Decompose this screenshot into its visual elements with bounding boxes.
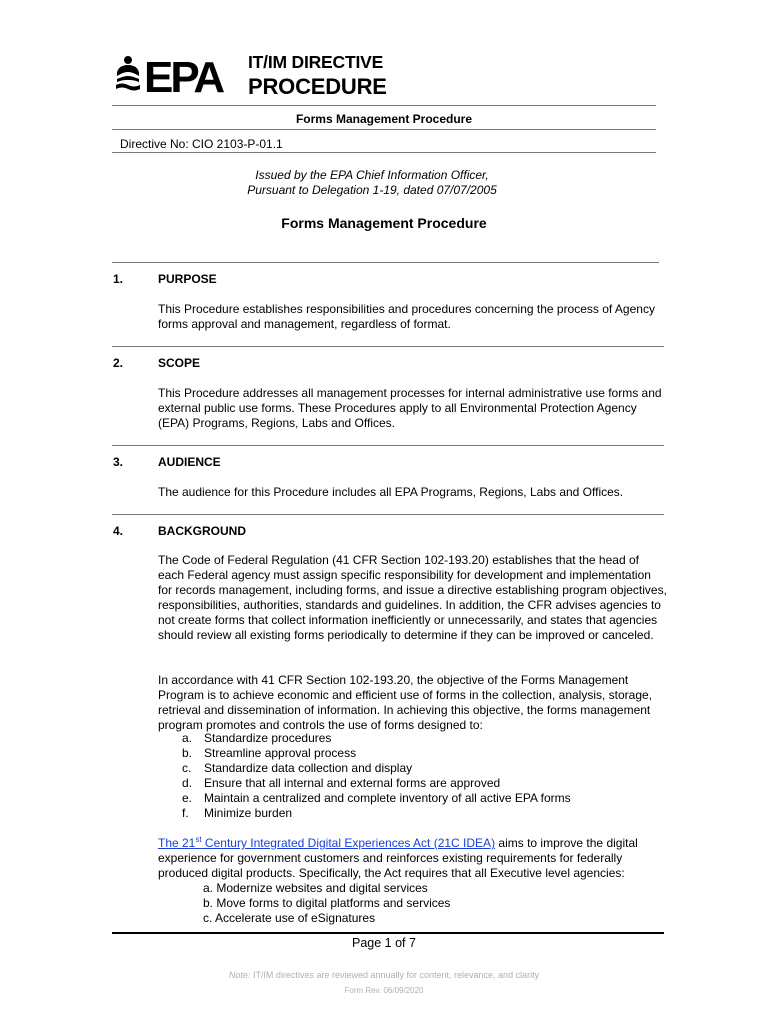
section-rule [112, 346, 664, 347]
title-rule [112, 262, 659, 263]
purpose-text: This Procedure establishes responsibilities and procedures concerning the process of Agency forms approval and management, regardless of format. [158, 302, 655, 331]
list-item: c. Standardize data collection and display [182, 761, 413, 775]
document-type: PROCEDURE [248, 74, 387, 99]
subtitle: Forms Management Procedure [295, 112, 473, 126]
directive-rule [112, 152, 656, 153]
review-note: Note: IT/IM directives are reviewed annually for content, relevance, and clarity [228, 970, 540, 980]
section-number: 2. [113, 356, 124, 370]
list-item: a. Modernize websites and digital services [203, 881, 428, 895]
section-rule [112, 445, 664, 446]
svg-text:EPA: EPA [144, 53, 223, 96]
subtitle-rule [112, 129, 656, 130]
form-revision: Form Rev. 06/09/2020 [344, 986, 424, 995]
section-heading-purpose: PURPOSE [158, 272, 217, 286]
scope-text: This Procedure addresses all management processes for internal administrative use forms and external public use forms. These Procedures apply to all Environmental Protection Agency (EPA) Programs, Regions, Labs and Offices. [158, 386, 662, 430]
document-title: Forms Management Procedure [281, 215, 487, 231]
section-number: 3. [113, 455, 124, 469]
epa-flower-icon [114, 52, 242, 96]
background-paragraph-3: The 21st Century Integrated Digital Experiences Act (21C IDEA) aims to improve the digital experience for government customers and reinforces existing requirements for federally produced digital products. Specifically, the Act requires that all Executive level agencies: [158, 835, 638, 880]
header-rule [112, 105, 656, 106]
list-item: f. Minimize burden [182, 806, 293, 820]
background-paragraph-2: In accordance with 41 CFR Section 102-193.20, the objective of the Forms Management Program is to achieve economic and efficient use of forms in the collection, analysis, storage, retrieval and dissemination of information. In achieving this objective, the forms management program promotes and controls the use of forms designed to: [158, 673, 653, 732]
objectives-list [182, 731, 571, 821]
list-item: a. Standardize procedures [182, 731, 332, 745]
section-heading-background: BACKGROUND [158, 524, 246, 538]
section-number: 4. [113, 524, 124, 538]
list-item: b. Move forms to digital platforms and services [203, 896, 451, 910]
list-item: c. Accelerate use of eSignatures [203, 911, 376, 925]
21c-idea-link[interactable]: The 21st Century Integrated Digital Experiences Act (21C IDEA) [158, 835, 496, 850]
agency-requirements-list [203, 881, 450, 926]
issued-line-1: Issued by the EPA Chief Information Officer, [255, 168, 489, 182]
epa-logo [114, 52, 242, 96]
directive-number: Directive No: CIO 2103-P-01.1 [120, 137, 283, 151]
list-item: d. Ensure that all internal and external forms are approved [182, 776, 501, 790]
section-heading-scope: SCOPE [158, 356, 201, 370]
list-item: e. Maintain a centralized and complete inventory of all active EPA forms [182, 791, 571, 805]
section-rule [112, 514, 664, 515]
audience-text: The audience for this Procedure includes all EPA Programs, Regions, Labs and Offices. [158, 485, 624, 499]
issued-line-2: Pursuant to Delegation 1-19, dated 07/07/2005 [247, 183, 497, 197]
directive-type: IT/IM DIRECTIVE [248, 52, 384, 72]
list-item: b. Streamline approval process [182, 746, 357, 760]
page-number: Page 1 of 7 [352, 936, 416, 950]
footer-rule [112, 932, 664, 934]
section-number: 1. [113, 272, 124, 286]
background-paragraph-1: The Code of Federal Regulation (41 CFR Section 102-193.20) establishes that the head of each Federal agency must assign specific responsibility for development and implementation for records management, including forms, and issue a directive establishing program objectives, responsibilities, authorities, standards and guidelines. In addition, the CFR advises agencies to not create forms that collect information inefficiently or unnecessarily, and states that agencies should review all existing forms periodically to determine if they can be improved or canceled. [158, 553, 667, 642]
issued-by [112, 168, 632, 198]
section-heading-audience: AUDIENCE [158, 455, 221, 469]
